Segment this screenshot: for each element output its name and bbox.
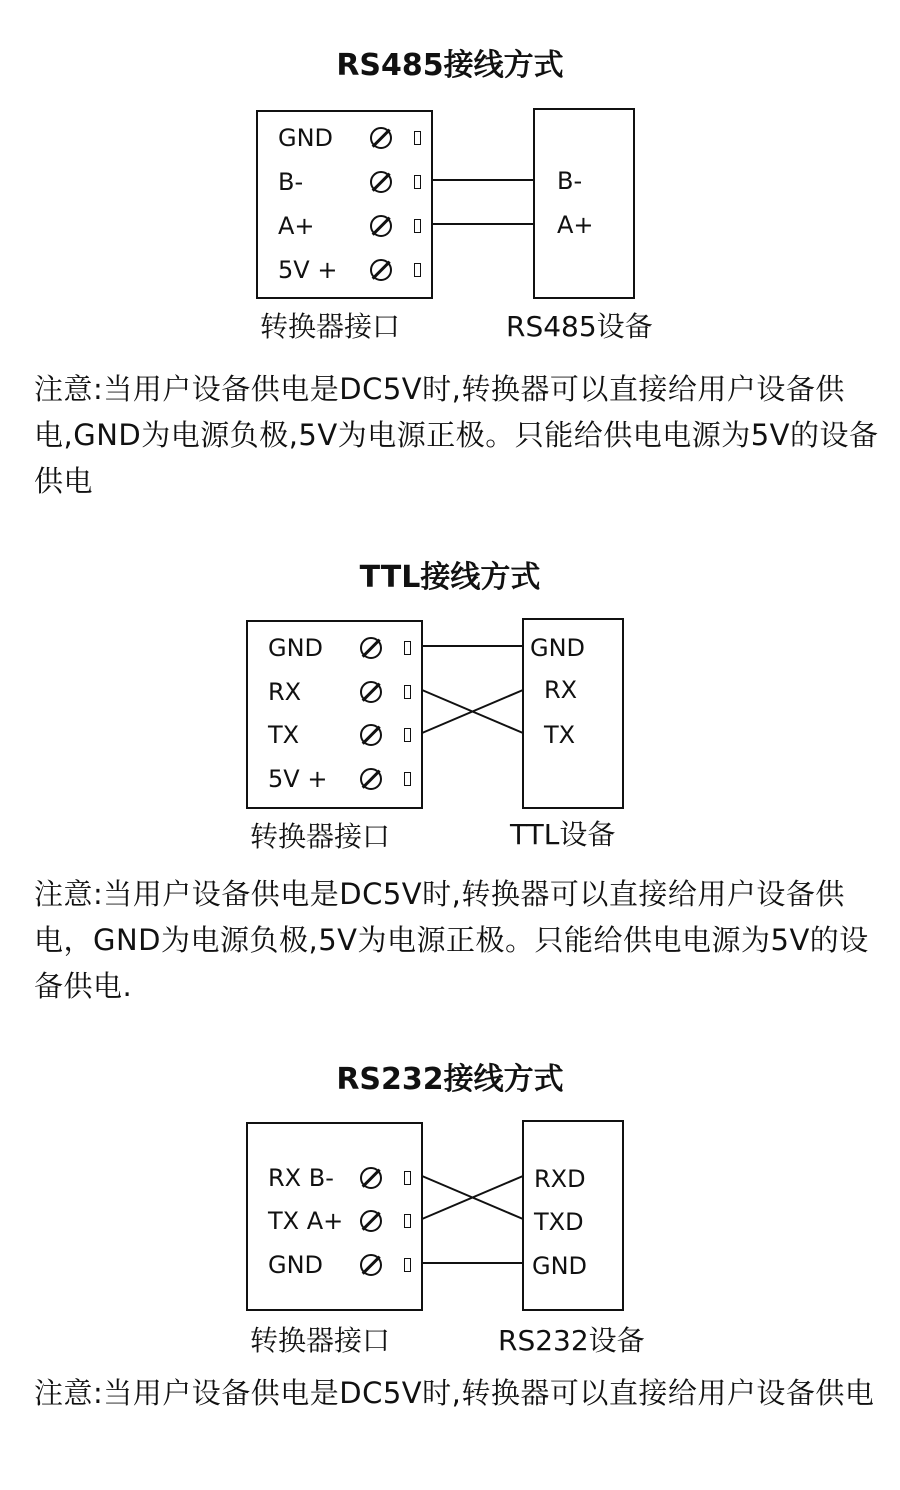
rs232-device-pin-rxd: RXD xyxy=(534,1165,586,1193)
pin-label: RX xyxy=(268,678,302,706)
rs232-pin-tx xyxy=(268,1201,418,1241)
ttl-converter-caption: 转换器接口 xyxy=(250,820,391,853)
screw-terminal-icon xyxy=(360,1210,382,1232)
rs485-converter-caption: 转换器接口 xyxy=(260,310,401,343)
pin-label: GND xyxy=(278,124,334,152)
rs232-converter-box xyxy=(246,1122,423,1311)
rs232-pin-gnd xyxy=(268,1245,418,1285)
ttl-device-pin-gnd: GND xyxy=(530,634,586,662)
pin-label: TX xyxy=(268,721,300,749)
terminal-hole-icon xyxy=(404,1258,411,1272)
screw-terminal-icon xyxy=(360,1254,382,1276)
rs232-device-pin-txd: TXD xyxy=(534,1208,584,1236)
ttl-title: TTL接线方式 xyxy=(359,560,541,595)
rs485-title: RS485接线方式 xyxy=(336,48,564,83)
pin-label: 5V + xyxy=(278,256,338,284)
screw-terminal-icon xyxy=(360,1167,382,1189)
ttl-device-pin-rx: RX xyxy=(544,676,578,704)
rs485-device-pin-a: A+ xyxy=(557,211,594,239)
pin-label: TX A+ xyxy=(268,1207,344,1235)
ttl-device-pin-tx: TX xyxy=(544,721,576,749)
pin-label: B- xyxy=(278,168,304,196)
rs485-note: 注意:当用户设备供电是DC5V时,转换器可以直接给用户设备供电,GND为电源负极,5V为电源正极。只能给供电电源为5V的设备供电 xyxy=(34,372,879,498)
pin-label: GND xyxy=(268,634,324,662)
pin-label: 5V + xyxy=(268,765,328,793)
pin-label: RX B- xyxy=(268,1164,334,1192)
rs232-device-caption: RS232设备 xyxy=(498,1324,645,1357)
rs232-device-pin-gnd: GND xyxy=(532,1252,588,1280)
ttl-note: 注意:当用户设备供电是DC5V时,转换器可以直接给用户设备供电，GND为电源负极,5V为电源正极。只能给供电电源为5V的设备供电. xyxy=(34,877,869,1003)
terminal-hole-icon xyxy=(404,1171,411,1185)
rs232-note: 注意:当用户设备供电是DC5V时,转换器可以直接给用户设备供电 xyxy=(34,1376,875,1410)
rs232-device-box xyxy=(522,1120,624,1311)
rs485-device-pin-b: B- xyxy=(557,167,583,195)
ttl-device-caption: TTL设备 xyxy=(510,818,616,851)
rs232-pin-rx xyxy=(268,1158,418,1198)
pin-label: GND xyxy=(268,1251,324,1279)
rs232-converter-caption: 转换器接口 xyxy=(250,1324,391,1357)
rs485-device-caption: RS485设备 xyxy=(506,310,653,343)
rs232-title: RS232接线方式 xyxy=(336,1062,564,1097)
pin-label: A+ xyxy=(278,212,315,240)
terminal-hole-icon xyxy=(404,1214,411,1228)
